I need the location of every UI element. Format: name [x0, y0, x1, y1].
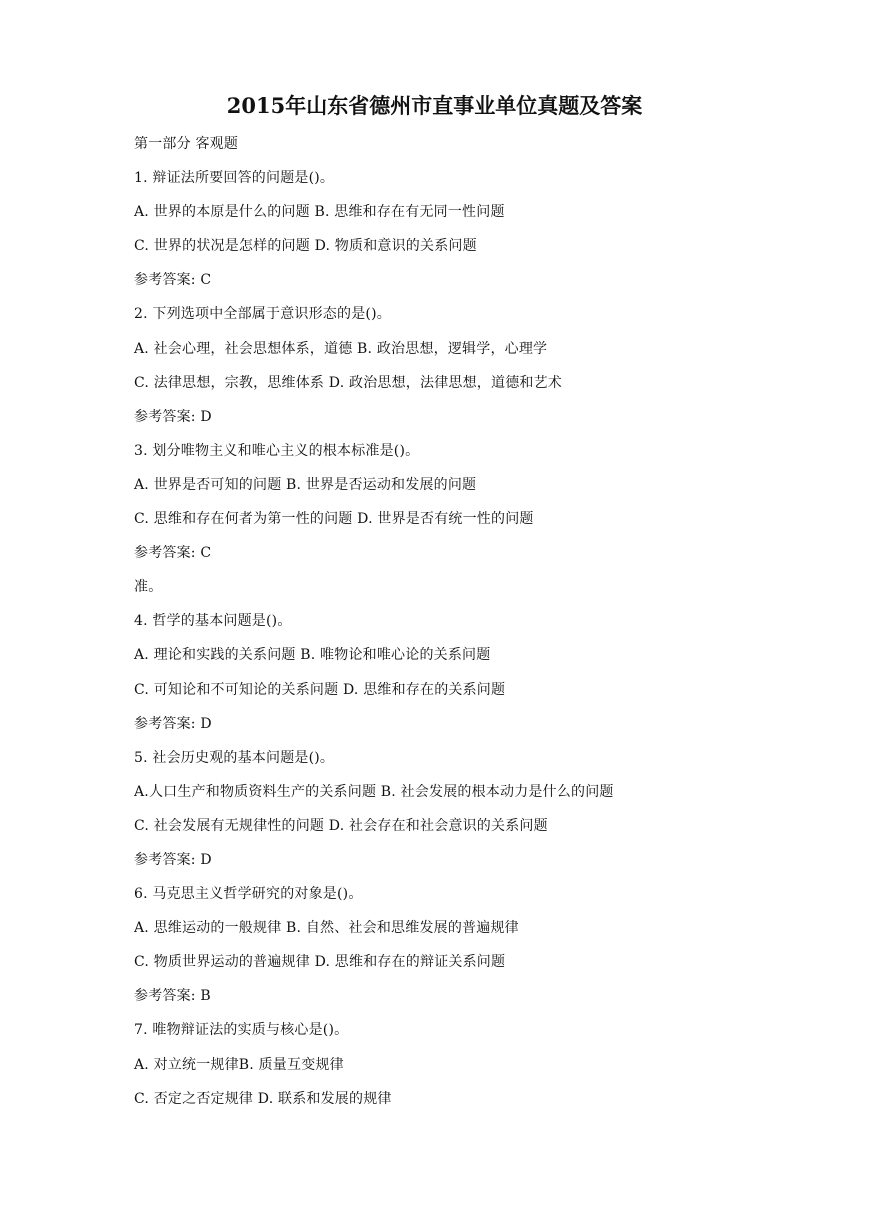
text-line: A. 世界的本原是什么的问题 B. 思维和存在有无同一性问题 [134, 204, 505, 221]
text-line: 5. 社会历史观的基本问题是()。 [134, 749, 335, 766]
text-line: 参考答案: D [134, 851, 212, 868]
text-line: C. 否定之否定规律 D. 联系和发展的规律 [134, 1090, 392, 1107]
text-line: C. 社会发展有无规律性的问题 D. 社会存在和社会意识的关系问题 [134, 817, 548, 834]
text-line: C. 物质世界运动的普遍规律 D. 思维和存在的辩证关系问题 [134, 954, 506, 971]
text-line: 6. 马克思主义哲学研究的对象是()。 [134, 886, 363, 903]
text-line: 参考答案: D [134, 715, 212, 732]
text-line: C. 世界的状况是怎样的问题 D. 物质和意识的关系问题 [134, 238, 477, 255]
page-title: 2015年山东省德州市直事业单位真题及答案 [226, 93, 643, 118]
text-line: C. 思维和存在何者为第一性的问题 D. 世界是否有统一性的问题 [134, 511, 534, 528]
text-line: 准。 [134, 579, 163, 596]
text-line: 4. 哲学的基本问题是()。 [134, 613, 292, 630]
text-line: 2. 下列选项中全部属于意识形态的是()。 [134, 306, 391, 323]
text-line: A. 理论和实践的关系问题 B. 唯物论和唯心论的关系问题 [134, 647, 491, 664]
text-line: A. 世界是否可知的问题 B. 世界是否运动和发展的问题 [134, 476, 477, 493]
text-line: 第一部分 客观题 [134, 136, 239, 152]
text-line: 3. 划分唯物主义和唯心主义的根本标准是()。 [134, 442, 420, 459]
text-line: 1. 辩证法所要回答的问题是()。 [134, 170, 335, 187]
text-line: C. 法律思想，宗教，思维体系 D. 政治思想，法律思想，道德和艺术 [134, 374, 562, 391]
text-line: C. 可知论和不可知论的关系问题 D. 思维和存在的关系问题 [134, 681, 506, 698]
document-body [134, 134, 834, 1123]
text-line: 7. 唯物辩证法的实质与核心是()。 [134, 1022, 349, 1039]
text-line: 参考答案: C [134, 545, 212, 562]
text-line: A. 对立统一规律B. 质量互变规律 [134, 1056, 344, 1073]
text-line: 参考答案: B [134, 988, 211, 1005]
text-line: A. 思维运动的一般规律 B. 自然、社会和思维发展的普遍规律 [134, 920, 519, 937]
text-line: A. 社会心理，社会思想体系，道德 B. 政治思想，逻辑学，心理学 [134, 340, 548, 357]
text-line: 参考答案: D [134, 408, 212, 425]
text-line: A.人口生产和物质资料生产的关系问题 B. 社会发展的根本动力是什么的问题 [134, 783, 614, 800]
text-line: 参考答案: C [134, 272, 212, 289]
